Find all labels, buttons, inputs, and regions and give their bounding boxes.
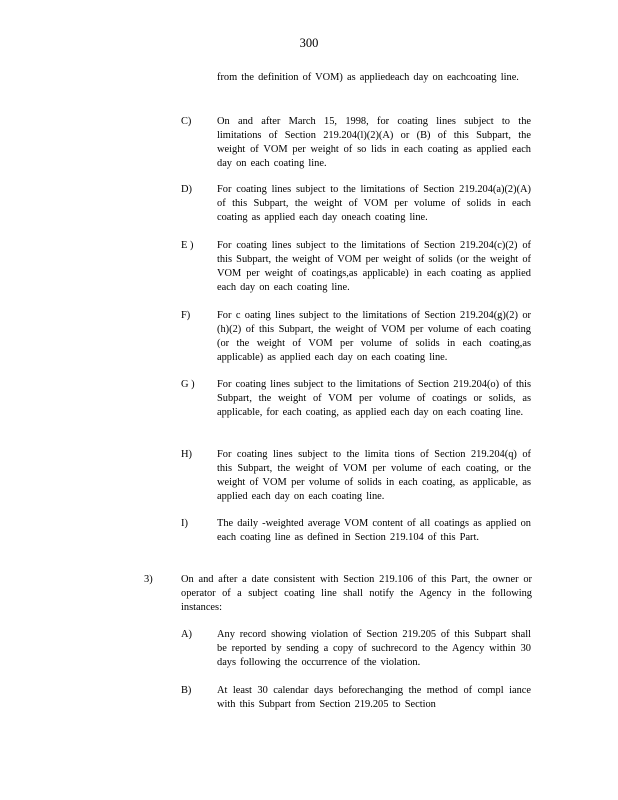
item-i-label: I) [181, 518, 188, 529]
item-e-text: For coating lines subject to the limitations of Section 219.204(c)(2) of this Subpart, the weight of VOM per weight of solids (or the weight of VOM per weight of coatings,as applicable) in each coating as applied each day on each coating line. [217, 240, 531, 293]
item-h-label: H) [181, 449, 192, 460]
item-c-text: On and after March 15, 1998, for coating lines subject to the limitations of Section 219.204(l)(2)(A) or (B) of this Subpart, the weight of VOM per weight of so lids in each coating as applied each day on each coating line. [217, 116, 531, 169]
item-e-label: E ) [181, 240, 194, 251]
item-c-label: C) [181, 116, 192, 127]
item-f-label: F) [181, 310, 191, 321]
item-g-text: For coating lines subject to the limitations of Section 219.204(o) of this Subpart, the weight of VOM per volume of coatings or solids, as applicable, for each coating, as applied each day on each coating line. [217, 379, 531, 418]
item-h-text: For coating lines subject to the limita tions of Section 219.204(q) of this Subpart, the weight of VOM per volume of each coating, or the weight of VOM per volume of solids in each coating, as applicable, as applied each day on each coating line. [217, 449, 531, 502]
page-number: 300 [299, 36, 319, 50]
sub-item-b-text: At least 30 calendar days beforechanging the method of compl iance with this Subpart from Section 219.205 to Section [217, 685, 531, 710]
item-f-text: For c oating lines subject to the limitations of Section 219.204(g)(2) or (h)(2) of this Subpart, the weight of VOM per volume of each coating (or the weight of VOM per volume of solids in each coating,as applicable) as applied each day on each coating line. [217, 310, 531, 363]
item-g-label: G ) [181, 379, 195, 390]
item-i-text: The daily -weighted average VOM content of all coatings as applied on each coating line as defined in Section 219.104 of this Part. [217, 518, 531, 543]
sub-item-a-text: Any record showing violation of Section 219.205 of this Subpart shall be reported by sending a copy of suchrecord to the Agency within 30 days following the occurrence of the violation. [217, 629, 531, 668]
sub-item-a-label: A) [181, 629, 192, 640]
section-3-label: 3) [144, 574, 153, 585]
sub-item-b-label: B) [181, 685, 192, 696]
item-d-text: For coating lines subject to the limitations of Section 219.204(a)(2)(A) of this Subpart, the weight of VOM per volume of solids in each coating as applied each day oneach coating line. [217, 184, 531, 223]
continuation-text: from the definition of VOM) as appliedeach day on eachcoating line. [217, 72, 519, 83]
section-3-text: On and after a date consistent with Section 219.106 of this Part, the owner or operator of a subject coating line shall notify the Agency in the following instances: [181, 574, 532, 613]
item-d-label: D) [181, 184, 192, 195]
